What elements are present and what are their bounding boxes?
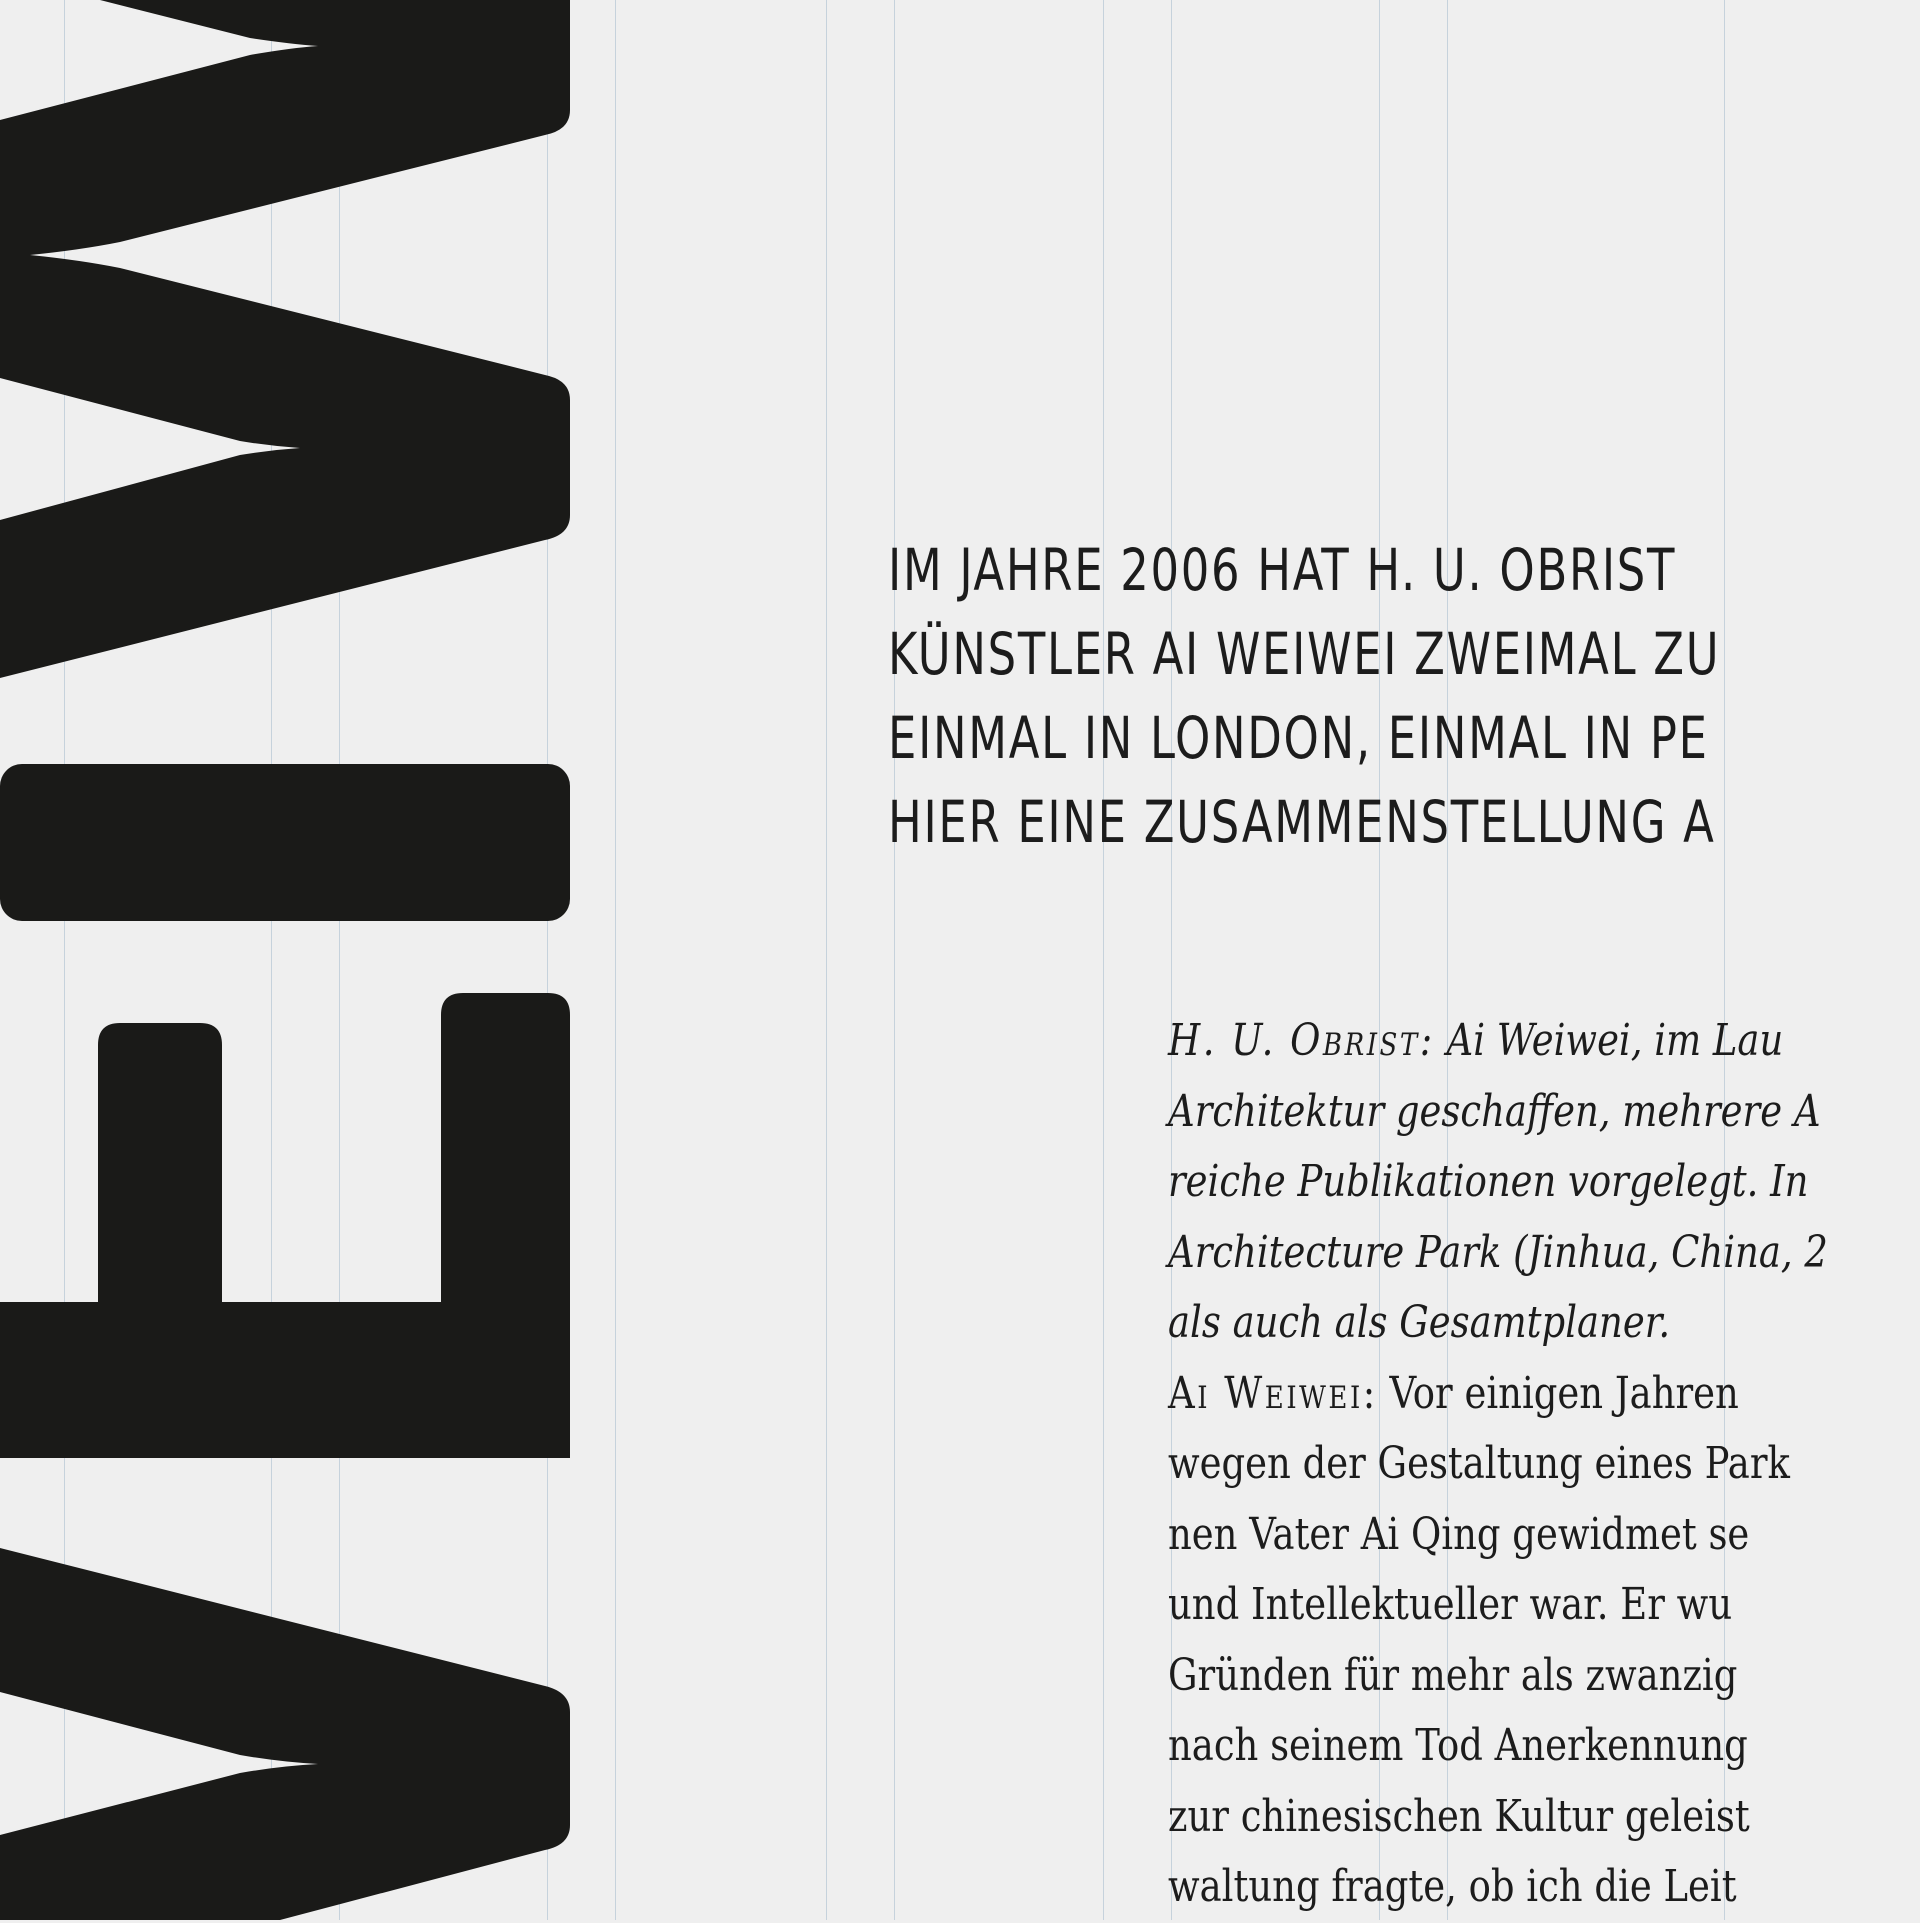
interview-text xyxy=(1168,1006,1828,1923)
lead-paragraph xyxy=(888,528,1720,864)
interview-line: zur chinesischen Kultur geleist xyxy=(1168,1790,1750,1842)
interview-line-text: Ai Weiwei, im Lau xyxy=(1446,1015,1784,1066)
speaker-ai-weiwei: Ai Weiwei: xyxy=(1168,1367,1378,1419)
lead-line: HIER EINE ZUSAMMENSTELLUNG A xyxy=(888,788,1716,856)
interview-line: als auch als Gesamtplaner. xyxy=(1168,1297,1671,1348)
interview-line: und Intellektueller war. Er wu xyxy=(1168,1579,1733,1630)
interview-line-text: Vor einigen Jahren xyxy=(1389,1367,1739,1419)
lead-line: IM JAHRE 2006 HAT H. U. OBRIST xyxy=(888,536,1677,604)
grid-line xyxy=(1103,0,1104,1920)
interview-line: reiche Publikationen vorgelegt. In xyxy=(1168,1156,1809,1207)
letter-i xyxy=(0,764,570,921)
speaker-obrist: H. U. Obrist: xyxy=(1168,1015,1435,1066)
interview-line xyxy=(1168,1006,1828,1077)
interview-line: Architektur geschaffen, mehrere A xyxy=(1168,1085,1821,1137)
grid-line xyxy=(894,0,895,1920)
letter-e xyxy=(0,993,570,1458)
letter-w-bottom xyxy=(0,1548,570,1920)
interview-line: Gründen für mehr als zwanzig xyxy=(1168,1649,1738,1701)
headline-giant-letters xyxy=(0,0,570,1920)
letter-w-top xyxy=(0,0,570,678)
lead-line: KÜNSTLER AI WEIWEI ZWEIMAL ZU xyxy=(888,620,1721,688)
interview-line xyxy=(1168,1359,1828,1430)
grid-line xyxy=(615,0,616,1920)
interview-line: wegen der Gestaltung eines Park xyxy=(1168,1438,1790,1489)
interview-line: Architecture Park (Jinhua, China, 2 xyxy=(1168,1226,1828,1278)
interview-line: waltung fragte, ob ich die Leit xyxy=(1168,1861,1737,1912)
grid-line xyxy=(826,0,827,1920)
interview-line: nach seinem Tod Anerkennung xyxy=(1168,1720,1748,1771)
interview-line: nen Vater Ai Qing gewidmet se xyxy=(1168,1508,1750,1560)
lead-line: EINMAL IN LONDON, EINMAL IN PE xyxy=(888,704,1709,772)
